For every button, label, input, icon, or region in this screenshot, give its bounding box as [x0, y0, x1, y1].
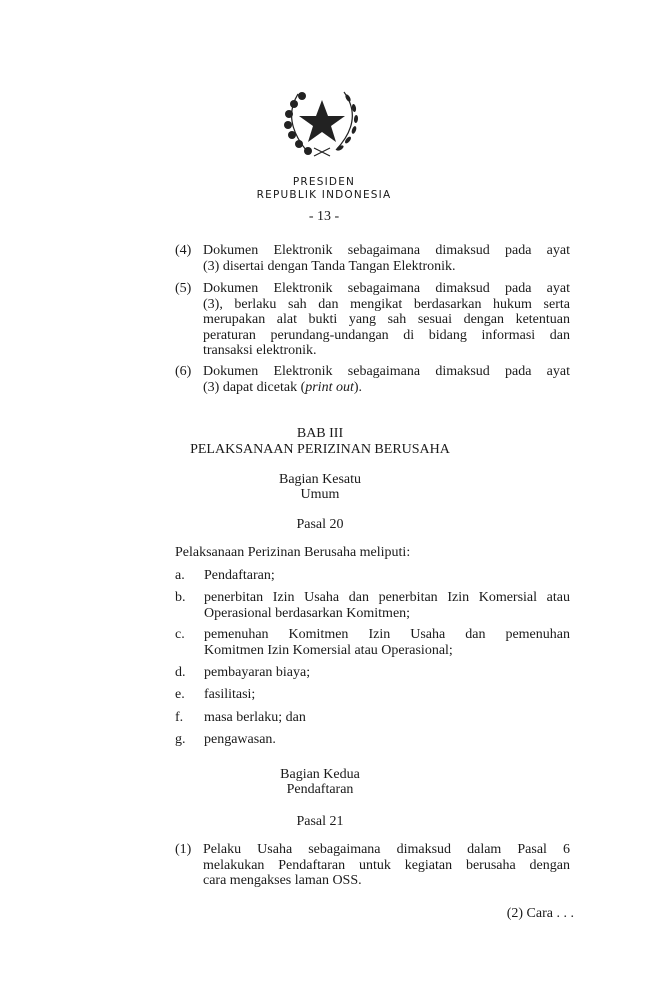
page-continuation: (2) Cara . . . [506, 906, 574, 921]
section-heading: Bagian Kedua [280, 767, 360, 782]
paragraph-6 [175, 364, 570, 395]
list-line: penerbitan Izin Usaha dan penerbitan Izin Komersial atau [204, 590, 570, 605]
paragraph-line: Dokumen Elektronik sebagaimana dimaksud pada ayat [203, 281, 570, 296]
header-line1: PRESIDEN [292, 176, 356, 188]
list-line: masa berlaku; dan [204, 710, 306, 725]
list-letter: e. [175, 687, 185, 702]
paragraph-number: (5) [175, 281, 192, 296]
presidential-seal-icon [278, 82, 366, 162]
list-line: pembayaran biaya; [204, 665, 311, 680]
header-line2: REPUBLIK INDONESIA [256, 189, 392, 201]
list-line: pengawasan. [204, 732, 276, 747]
paragraph-number: (1) [175, 842, 192, 857]
list-item [175, 665, 570, 681]
list-letter: a. [175, 568, 185, 583]
paragraph-number: (6) [175, 364, 192, 379]
section-title: Pendaftaran [286, 782, 354, 797]
list-line: pemenuhan Komitmen Izin Usaha dan pemenuhan [204, 627, 570, 642]
list-letter: g. [175, 732, 186, 747]
list-letter: d. [175, 665, 186, 680]
chapter-title: PELAKSANAAN PERIZINAN BERUSAHA [190, 442, 450, 457]
article-heading: Pasal 20 [296, 517, 344, 532]
paragraph-line: cara mengakses laman OSS. [203, 873, 362, 888]
text-fragment: ). [353, 379, 363, 395]
list-item [175, 590, 570, 621]
text-fragment: (3) dapat dicetak ( [203, 379, 306, 395]
section-heading: Bagian Kesatu [278, 472, 362, 487]
list-letter: b. [175, 590, 186, 605]
paragraph-line: (3) disertai dengan Tanda Tangan Elektronik. [203, 258, 456, 274]
paragraph-line: peraturan perundang-undangan di bidang informasi dan [203, 327, 570, 343]
paragraph-1 [175, 842, 570, 889]
paragraph-line: transaksi elektronik. [203, 343, 317, 358]
paragraph-line: (3), berlaku sah dan mengikat berdasarkan hukum serta [203, 296, 570, 312]
paragraph-line: Pelaku Usaha sebagaimana dimaksud dalam Pasal 6 [203, 842, 570, 857]
page-number: - 13 - [308, 209, 340, 224]
list-line: Pendaftaran; [204, 568, 275, 583]
paragraph-line: melakukan Pendaftaran untuk kegiatan berusaha dengan [203, 857, 570, 873]
article-intro: Pelaksanaan Perizinan Berusaha meliputi: [175, 545, 411, 560]
list-line: Operasional berdasarkan Komitmen; [204, 605, 411, 621]
chapter-number: BAB III [296, 426, 344, 441]
list-item [175, 627, 570, 658]
list-item [175, 687, 570, 703]
list-line: fasilitasi; [204, 687, 256, 702]
article-heading: Pasal 21 [296, 814, 344, 829]
paragraph-5 [175, 281, 570, 359]
paragraph-4 [175, 243, 570, 274]
paragraph-line: merupakan alat bukti yang sah sesuai dengan ketentuan [203, 312, 570, 327]
list-letter: c. [175, 627, 185, 642]
italic-term: print out [305, 379, 354, 395]
paragraph-line [203, 380, 570, 396]
paragraph-number: (4) [175, 243, 192, 258]
list-item [175, 732, 570, 748]
list-line: Komitmen Izin Komersial atau Operasional; [204, 642, 453, 658]
paragraph-line: Dokumen Elektronik sebagaimana dimaksud pada ayat [203, 364, 570, 379]
paragraph-line: Dokumen Elektronik sebagaimana dimaksud pada ayat [203, 243, 570, 258]
list-item [175, 710, 570, 726]
list-item [175, 568, 570, 584]
section-title: Umum [300, 487, 340, 502]
list-letter: f. [175, 710, 184, 725]
